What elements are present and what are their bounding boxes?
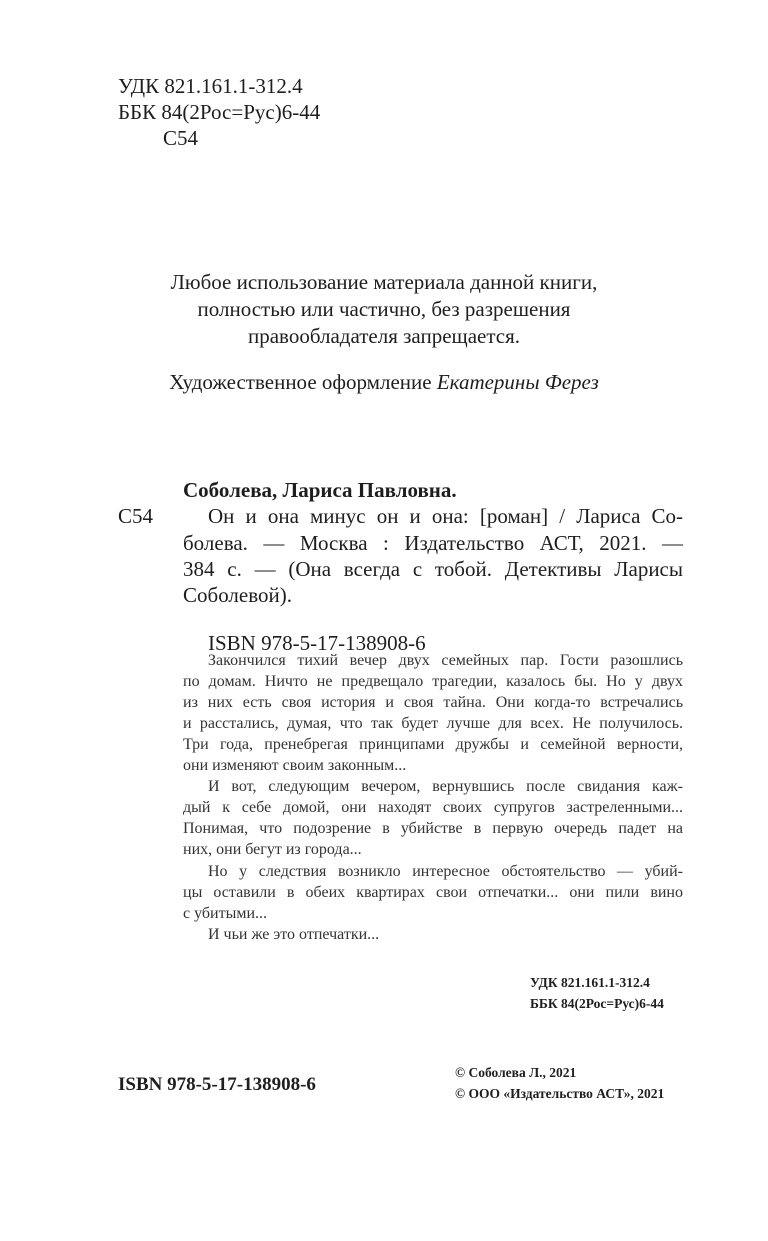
annotation-line: И вот, следующим вечером, вернувшись после свидания каж-	[208, 778, 683, 795]
annotation-line: из них есть своя история и своя тайна. Они когда-то встречались	[183, 694, 683, 711]
design-credit-name: Екатерины Ферез	[436, 370, 599, 394]
catalog-line: Он и она минус он и она: [роман] / Лариса Со-	[208, 504, 683, 528]
design-credit	[0, 372, 768, 393]
annotation-line: с убитыми...	[183, 905, 268, 922]
annotation-line: них, они бегут из города...	[183, 841, 362, 858]
copyright-author: © Соболева Л., 2021	[455, 1065, 577, 1080]
footer-udk: УДК 821.161.1-312.4	[530, 975, 650, 990]
notice-line: Любое использование материала данной книги,	[170, 270, 598, 294]
catalog-author: Соболева, Лариса Павловна.	[183, 478, 457, 502]
notice-line: полностью или частично, без разрешения	[197, 297, 571, 321]
annotation-line: цы оставили в обеих квартирах свои отпечатки... они пили вино	[183, 884, 683, 901]
catalog-line: Соболевой).	[183, 583, 292, 607]
annotation-line: Закончился тихий вечер двух семейных пар. Гости разошлись	[208, 652, 683, 669]
annotation-line: и расстались, думая, что так будет лучше для всех. Не получилось.	[183, 715, 683, 732]
catalog-code: С54	[118, 504, 154, 528]
notice-line: правообладателя запрещается.	[247, 324, 520, 348]
author-mark: С54	[163, 126, 199, 150]
footer-isbn: ISBN 978-5-17-138908-6	[118, 1074, 316, 1095]
annotation-line: Понимая, что подозрение в убийстве в первую очередь падет на	[183, 820, 683, 837]
annotation-line: Но у следствия возникло интересное обстоятельство — убий-	[208, 863, 683, 880]
catalog-line: болева. — Москва : Издательство АСТ, 2021. —	[183, 531, 683, 555]
catalog-isbn: ISBN 978-5-17-138908-6	[208, 631, 426, 655]
annotation-line: И чьи же это отпечатки...	[208, 926, 380, 943]
copyright-publisher: © ООО «Издательство АСТ», 2021	[455, 1086, 665, 1101]
udk-code: УДК 821.161.1-312.4	[118, 74, 303, 98]
annotation-line: по домам. Ничто не предвещало трагедии, казалось бы. Но у двух	[183, 673, 683, 690]
catalog-line: 384 с. — (Она всегда с тобой. Детективы Ларисы	[183, 557, 683, 581]
design-credit-label: Художественное оформление	[169, 370, 432, 394]
footer-bbk: ББК 84(2Рос=Рус)6-44	[530, 996, 664, 1011]
annotation-line: Три года, пренебрегая принципами дружбы и семейной верности,	[183, 736, 683, 753]
annotation-line: дый к себе домой, они находят своих супругов застреленными...	[183, 799, 683, 816]
annotation-line: они изменяют своим законным...	[183, 757, 407, 774]
bbk-code: ББК 84(2Рос=Рус)6-44	[118, 100, 321, 124]
